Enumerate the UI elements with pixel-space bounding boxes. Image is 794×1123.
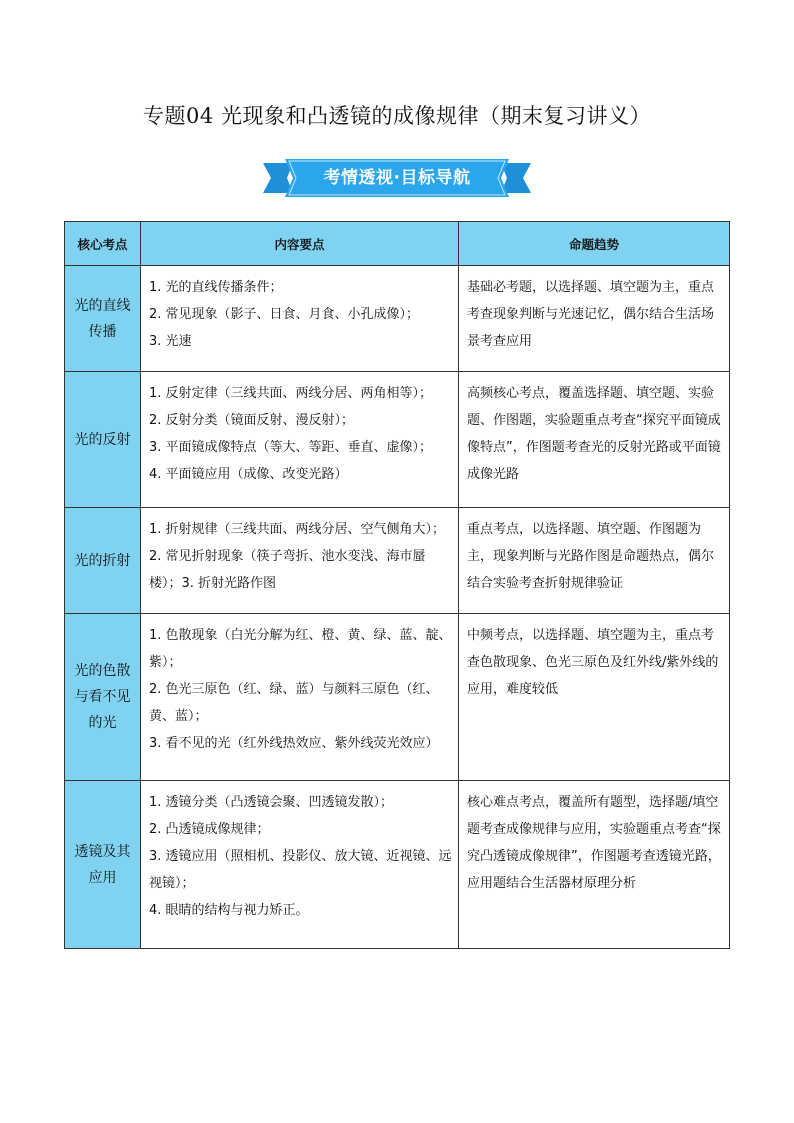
content-line: 1. 透镜分类（凸透镜会聚、凹透镜发散）；	[149, 795, 394, 810]
content-line: 1. 光的直线传播条件；	[149, 280, 283, 295]
content-line: 3. 看不见的光（红外线热效应、紫外线荧光效应）	[149, 736, 439, 751]
page-title: 专题04 光现象和凸透镜的成像规律（期末复习讲义）	[143, 104, 651, 128]
trend-cell	[459, 614, 730, 781]
table-row	[65, 372, 730, 508]
section-banner	[263, 155, 531, 201]
table-row	[65, 614, 730, 781]
header-trend: 命题趋势	[459, 222, 730, 266]
trend-text: 重点考点，以选择题、填空题、作图题为主，现象判断与光路作图是命题热点，偶尔结合实验考查折射规律验证	[467, 522, 715, 591]
trend-text: 核心难点考点，覆盖所有题型，选择题/填空题考查成像规律与应用，实验题重点考查“探究凸透镜成像规律”，作图题考查透镜光路，应用题结合生活器材原理分析	[467, 795, 721, 891]
content-line: 2. 凸透镜成像规律；	[149, 822, 270, 837]
table-row	[65, 266, 730, 372]
content-line: 3. 光速	[149, 334, 192, 349]
table-header-row	[65, 222, 730, 266]
topic-cell: 光的反射	[65, 372, 141, 508]
topic-cell: 光的折射	[65, 508, 141, 614]
banner-label: 考情透视·目标导航	[323, 168, 471, 188]
content-cell	[141, 781, 459, 949]
topic-cell: 光的直线传播	[65, 266, 141, 372]
table-row	[65, 508, 730, 614]
trend-text: 基础必考题，以选择题、填空题为主，重点考查现象判断与光速记忆，偶尔结合生活场景考查应用	[467, 280, 715, 349]
trend-text: 中频考点，以选择题、填空题为主，重点考查色散现象、色光三原色及红外线/紫外线的应用，难度较低	[467, 628, 719, 697]
content-line: 1. 色散现象（白光分解为红、橙、黄、绿、蓝、靛、紫）；	[149, 628, 452, 670]
content-line: 4. 眼睛的结构与视力矫正。	[149, 903, 309, 918]
trend-text: 高频核心考点，覆盖选择题、填空题、实验题、作图题，实验题重点考查“探究平面镜成像特点”，作图题考查光的反射光路或平面镜成像光路	[467, 386, 721, 482]
content-line: 2. 色光三原色（红、绿、蓝）与颜料三原色（红、黄、蓝）；	[149, 682, 439, 724]
exam-outline-table	[64, 221, 730, 949]
topic-cell: 透镜及其应用	[65, 781, 141, 949]
header-content-points: 内容要点	[141, 222, 459, 266]
content-cell	[141, 266, 459, 372]
content-cell	[141, 372, 459, 508]
content-line: 3. 平面镜成像特点（等大、等距、垂直、虚像）；	[149, 440, 433, 455]
topic-cell: 光的色散与看不见的光	[65, 614, 141, 781]
header-core-topic: 核心考点	[65, 222, 141, 266]
content-line: 4. 平面镜应用（成像、改变光路）	[149, 467, 348, 482]
content-line: 1. 折射规律（三线共面、两线分居、空气侧角大）；2. 常见折射现象（筷子弯折、池水变浅、海市蜃楼）；3. 折射光路作图	[149, 522, 446, 591]
content-line: 2. 常见现象（影子、日食、月食、小孔成像）；	[149, 307, 420, 322]
content-line: 3. 透镜应用（照相机、投影仪、放大镜、近视镜、远视镜）；	[149, 849, 452, 891]
trend-cell	[459, 781, 730, 949]
content-cell	[141, 614, 459, 781]
table-row	[65, 781, 730, 949]
content-cell	[141, 508, 459, 614]
trend-cell	[459, 372, 730, 508]
trend-cell	[459, 508, 730, 614]
content-line: 2. 反射分类（镜面反射、漫反射）；	[149, 413, 355, 428]
content-line: 1. 反射定律（三线共面、两线分居、两角相等）；	[149, 386, 433, 401]
trend-cell	[459, 266, 730, 372]
